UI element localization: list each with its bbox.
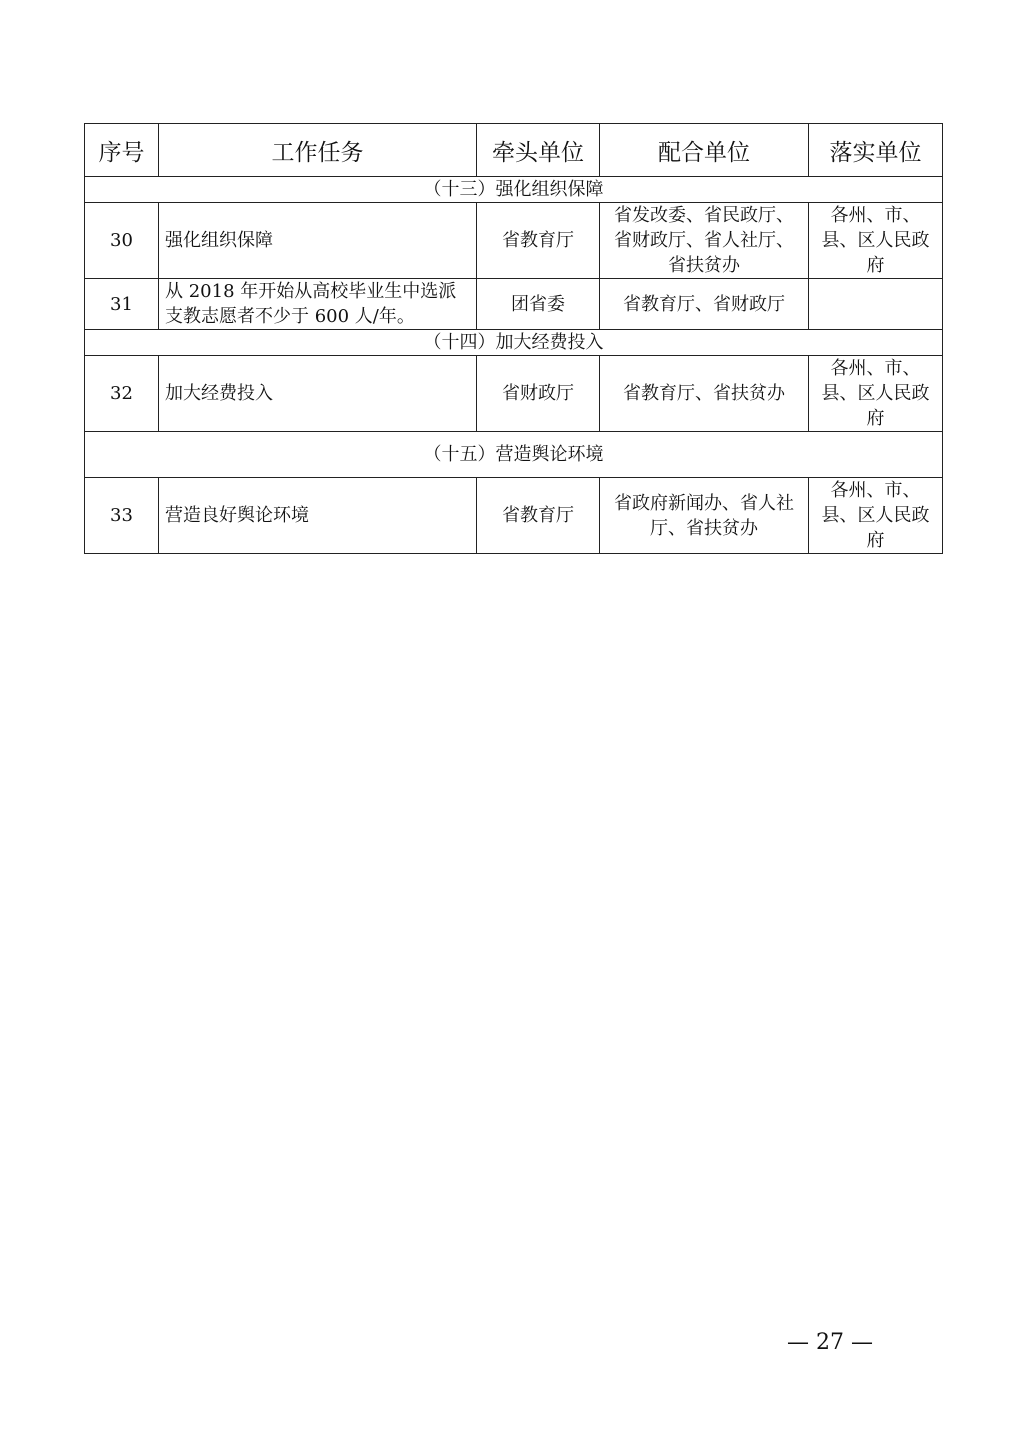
row-lead-unit: 省教育厅 — [477, 478, 600, 554]
row-number: 32 — [85, 356, 159, 432]
row-task: 营造良好舆论环境 — [159, 478, 477, 554]
row-number: 31 — [85, 279, 159, 330]
header-work-task: 工作任务 — [159, 124, 477, 177]
row-implementing-units: 各州、市、县、区人民政府 — [809, 478, 943, 554]
section-title: （十五）营造舆论环境 — [85, 432, 943, 478]
task-table — [84, 123, 943, 554]
row-implementing-units — [809, 279, 943, 330]
table-row — [85, 203, 943, 279]
row-lead-unit: 团省委 — [477, 279, 600, 330]
section-row — [85, 432, 943, 478]
row-cooperating-units: 省发改委、省民政厅、省财政厅、省人社厅、省扶贫办 — [600, 203, 809, 279]
section-title: （十四）加大经费投入 — [85, 330, 943, 356]
row-cooperating-units: 省政府新闻办、省人社厅、省扶贫办 — [600, 478, 809, 554]
header-implementing-units: 落实单位 — [809, 124, 943, 177]
header-cooperating-units: 配合单位 — [600, 124, 809, 177]
row-cooperating-units: 省教育厅、省扶贫办 — [600, 356, 809, 432]
table-row — [85, 356, 943, 432]
row-implementing-units: 各州、市、县、区人民政府 — [809, 203, 943, 279]
header-row — [85, 124, 943, 177]
section-row — [85, 177, 943, 203]
header-lead-unit: 牵头单位 — [477, 124, 600, 177]
row-implementing-units: 各州、市、县、区人民政府 — [809, 356, 943, 432]
row-number: 33 — [85, 478, 159, 554]
row-task: 加大经费投入 — [159, 356, 477, 432]
table-row — [85, 478, 943, 554]
page-number: — 27 — — [787, 1330, 873, 1355]
table-row — [85, 279, 943, 330]
row-lead-unit: 省教育厅 — [477, 203, 600, 279]
row-task: 强化组织保障 — [159, 203, 477, 279]
section-row — [85, 330, 943, 356]
section-title: （十三）强化组织保障 — [85, 177, 943, 203]
row-lead-unit: 省财政厅 — [477, 356, 600, 432]
header-serial-number: 序号 — [85, 124, 159, 177]
row-task: 从 2018 年开始从高校毕业生中选派支教志愿者不少于 600 人/年。 — [159, 279, 477, 330]
row-number: 30 — [85, 203, 159, 279]
row-cooperating-units: 省教育厅、省财政厅 — [600, 279, 809, 330]
